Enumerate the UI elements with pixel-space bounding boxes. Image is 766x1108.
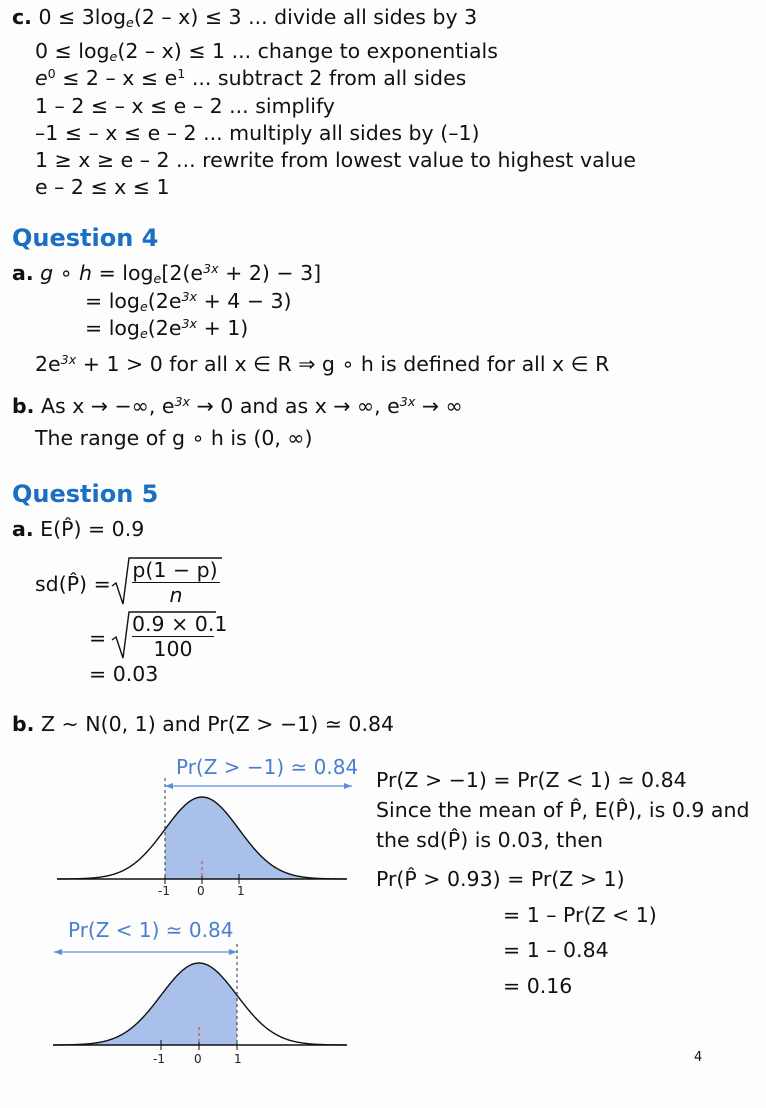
q4-a-line-3: = $\log_e(2e^{3x} + 1)$	[85, 316, 249, 342]
part-c-line-3: $e^0 \le 2 - x \le e^1$ ... subtract 2 from all sides	[35, 66, 467, 90]
q4-a-line-2: = $\log_e(2e^{3x} + 4 - 3)$	[85, 289, 292, 315]
fraction-1-denominator: n	[169, 583, 183, 607]
question-5-heading: Question 5	[12, 480, 159, 508]
part-c-line-7: e – 2 ≤ x ≤ 1	[35, 175, 170, 199]
equals-sign-2: =	[89, 626, 107, 650]
q5-b-right-line-4: Pr(P̂ > 0.93) = Pr(Z > 1)	[376, 867, 625, 891]
chart-1-tick-label: -1	[158, 884, 170, 898]
fraction-1-numerator: p(1 − p)	[132, 558, 218, 582]
q4-b-line-1: b. As x → −∞, $e^{3x} \to 0$ and as x → ∞, $e^{3x}$ → ∞	[12, 394, 463, 418]
chart-2-tick-label: -1	[153, 1052, 165, 1066]
q5-b-right-line-2: Since the mean of P̂, E(P̂), is 0.9 and	[376, 798, 750, 822]
question-4-heading: Question 4	[12, 224, 159, 252]
fraction-2-denominator: 100	[153, 637, 193, 661]
part-c-line-1: c. $0 \le 3\log_e(2 - x) \le 3$ ... divide all sides by 3	[12, 5, 478, 31]
q5-b-right-line-6: = 1 – 0.84	[503, 938, 609, 962]
chart-1-tick-label: 1	[237, 884, 245, 898]
fraction-2-numerator: 0.9 × 0.1	[132, 612, 228, 636]
q5-a-result: = 0.03	[89, 662, 159, 686]
page-number: 4	[694, 1050, 703, 1065]
chart-2-tick-label: 0	[194, 1052, 202, 1066]
q5-b-right-line-1: Pr(Z > −1) = Pr(Z < 1) ≃ 0.84	[376, 768, 687, 792]
shaded-area	[53, 963, 237, 1045]
chart-1-tick-label: 0	[197, 884, 205, 898]
chart-2-title: Pr(Z < 1) ≃ 0.84	[68, 918, 234, 942]
q4-a-line-4: $2e^{3x} + 1 > 0$ for all x ∈ R ⇒ g ∘ h is defined for all x ∈ R	[35, 352, 610, 376]
q5-b-right-line-7: = 0.16	[503, 974, 573, 998]
arrow-head-left	[54, 949, 62, 955]
q4-a-line-1: a. g ∘ $h = \log_e[2(e^{3x} + 2) - 3]$	[12, 261, 322, 287]
sd-label: sd(P̂) =	[35, 572, 111, 596]
q5-b-right-line-5: = 1 – Pr(Z < 1)	[503, 903, 657, 927]
part-c-line-6: 1 ≥ x ≥ e – 2 ... rewrite from lowest value to highest value	[35, 148, 636, 172]
part-c-label: c.	[12, 5, 32, 29]
part-c-line-2: $0 \le \log_e(2 - x) \le 1$ ... change to exponentials	[35, 39, 498, 65]
part-c-line-5: –1 ≤ – x ≤ e – 2 ... multiply all sides by (–1)	[35, 121, 480, 145]
chart-2-tick-label: 1	[234, 1052, 242, 1066]
chart-1-title: Pr(Z > −1) ≃ 0.84	[176, 755, 359, 779]
part-c-line-4: 1 – 2 ≤ – x ≤ e – 2 ... simplify	[35, 94, 335, 118]
q5-b-right-line-3: the sd(P̂) is 0.03, then	[376, 828, 603, 852]
q5-b-line-1: b. Z ~ N(0, 1) and Pr(Z > −1) ≃ 0.84	[12, 712, 395, 736]
q5-a-line-1: a. E(P̂) = 0.9	[12, 517, 145, 541]
arrow-head-right	[229, 949, 237, 955]
q4-b-line-2: The range of g ∘ h is (0, ∞)	[35, 426, 313, 450]
